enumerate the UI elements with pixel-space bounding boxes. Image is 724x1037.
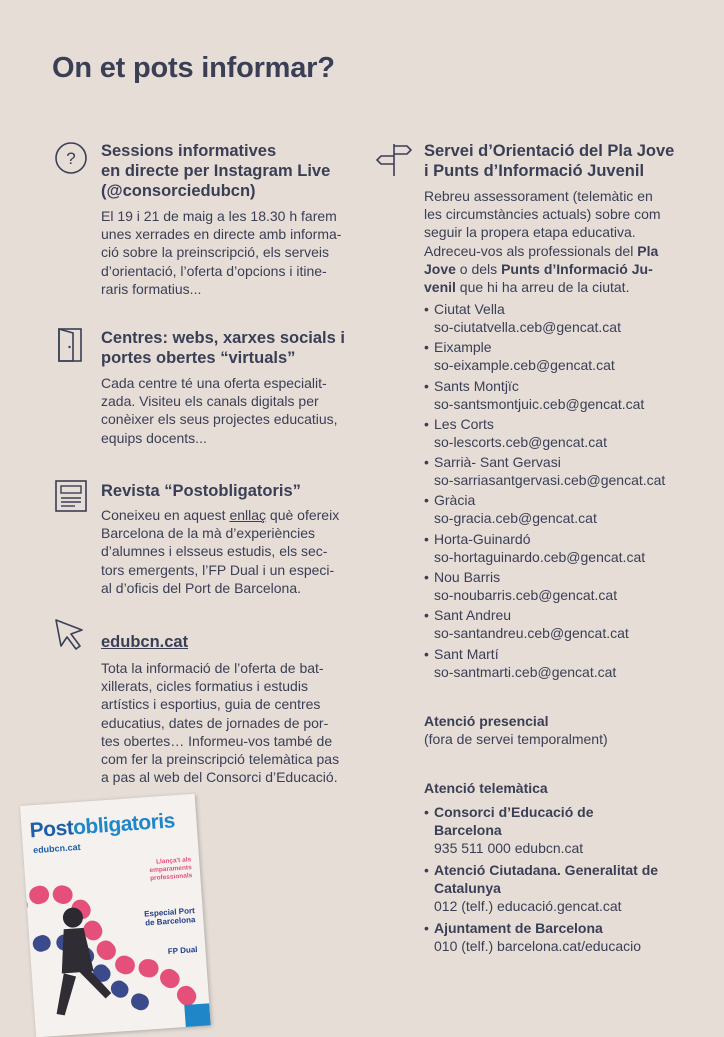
centres-title: Centres: webs, xarxes socials i portes obertes “virtuals”: [101, 329, 345, 367]
office-item: • Les Corts so-lescorts.ceb@gencat.cat: [424, 415, 665, 453]
presencial-title: Atenció presencial: [424, 713, 549, 729]
office-email[interactable]: so-hortaguinardo.ceb@gencat.cat: [434, 548, 646, 565]
office-email[interactable]: so-santmarti.ceb@gencat.cat: [434, 663, 617, 680]
office-list: [424, 300, 665, 683]
centres-body: Cada centre té una oferta especialit- zada. Visiteu els canals digitals per conèixer els seus projectes educatius, equips docents...: [101, 375, 338, 446]
magazine-blurb-2: Especial Port de Barcelona: [143, 906, 196, 928]
revista-title: Revista “Postobligatoris”: [101, 482, 301, 500]
orientation-intro: Rebreu assessorament (telemàtic en les circumstàncies actuals) sobre com seguir la propera etapa educativa. Adreceu-vos als professionals del Pla Jove o dels Punts d’Informació Ju- venil que hi ha arreu de la ciutat.: [424, 188, 661, 296]
door-icon: [53, 327, 89, 363]
telematica-item: • Ajuntament de Barcelona 010 (telf.) barcelona.cat/educacio: [424, 919, 694, 955]
presencial-note: (fora de servei temporalment): [424, 731, 608, 747]
revista-body: Coneixeu en aquest enllaç què ofereix Barcelona de la mà d’experiències d’alumnes i elsseus estudis, els sec- tors emergents, l’FP Dual i un especi- al d’oficis del Port de Barcelona.: [101, 507, 340, 596]
office-item: • Sant Martí so-santmarti.ceb@gencat.cat: [424, 645, 665, 683]
cursor-arrow-icon: [52, 616, 88, 652]
edubcn-body: Tota la informació de l’oferta de bat- xillerats, cicles formatius i estudis artístics i esportius, guia de centres educatius, dates de jornades de por- tes obertes… Informeu-vos també de com fer la preinscripció telemàtica pas a pas al web del Consorci d’Educació.: [101, 660, 340, 786]
office-email[interactable]: so-gracia.ceb@gencat.cat: [434, 510, 597, 527]
page-title: On et pots informar?: [52, 52, 335, 84]
magazine-blurb-3: FP Dual: [167, 944, 198, 957]
office-email[interactable]: so-santsmontjuic.ceb@gencat.cat: [434, 395, 645, 412]
question-circle-icon: [53, 140, 89, 176]
telematica-title: Atenció telemàtica: [424, 780, 548, 796]
svg-text:?: ?: [66, 149, 76, 168]
orientation-title: Servei d’Orientació del Pla Jove i Punts d’Informació Juvenil: [424, 142, 675, 180]
telematica-item: • Atenció Ciutadana. Generalitat de Catalunya 012 (telf.) educació.gencat.cat: [424, 861, 694, 915]
office-item: • Ciutat Vella so-ciutatvella.ceb@gencat.cat: [424, 300, 665, 338]
office-item: • Sant Andreu so-santandreu.ceb@gencat.cat: [424, 606, 665, 644]
office-item: • Sarrià- Sant Gervasi so-sarriasantgervasi.ceb@gencat.cat: [424, 453, 665, 491]
office-email[interactable]: so-noubarris.ceb@gencat.cat: [434, 587, 618, 604]
sessions-title: Sessions informatives en directe per Instagram Live (@consorciedubcn): [101, 142, 331, 200]
office-email[interactable]: so-ciutatvella.ceb@gencat.cat: [434, 319, 621, 335]
magazine-subtitle: edubcn.cat: [32, 841, 81, 856]
enllac-link[interactable]: enllaç: [229, 507, 267, 523]
office-email[interactable]: so-sarriasantgervasi.ceb@gencat.cat: [434, 472, 666, 489]
office-item: • Nou Barris so-noubarris.ceb@gencat.cat: [424, 568, 665, 606]
telematica-item: • Consorci d’Educació de Barcelona 935 511 000 edubcn.cat: [424, 803, 694, 857]
office-email[interactable]: so-lescorts.ceb@gencat.cat: [434, 433, 607, 450]
office-item: • Gràcia so-gracia.ceb@gencat.cat: [424, 491, 665, 529]
edubcn-title[interactable]: edubcn.cat: [101, 633, 189, 651]
signpost-icon: [375, 138, 413, 178]
office-email[interactable]: so-eixample.ceb@gencat.cat: [434, 357, 615, 374]
magazine-cover: [20, 794, 211, 1037]
newspaper-icon: [53, 478, 89, 514]
office-item: • Eixample so-eixample.ceb@gencat.cat: [424, 338, 665, 376]
telematica-list: [424, 803, 694, 959]
office-email[interactable]: so-santandreu.ceb@gencat.cat: [434, 625, 629, 642]
office-item: • Horta-Guinardó so-hortaguinardo.ceb@gencat.cat: [424, 530, 665, 568]
magazine-title: Postobligatoris: [28, 809, 176, 843]
office-item: • Sants Montjïc so-santsmontjuic.ceb@gencat.cat: [424, 377, 665, 415]
sessions-body: El 19 i 21 de maig a les 18.30 h farem unes xerrades en directe amb informa- ció sobre la preinscripció, els serveis d’orientació, l’oferta d’opcions i itine- raris formatius...: [101, 208, 342, 297]
magazine-blurb-1: Llança't als emparaments professionals: [149, 856, 193, 883]
